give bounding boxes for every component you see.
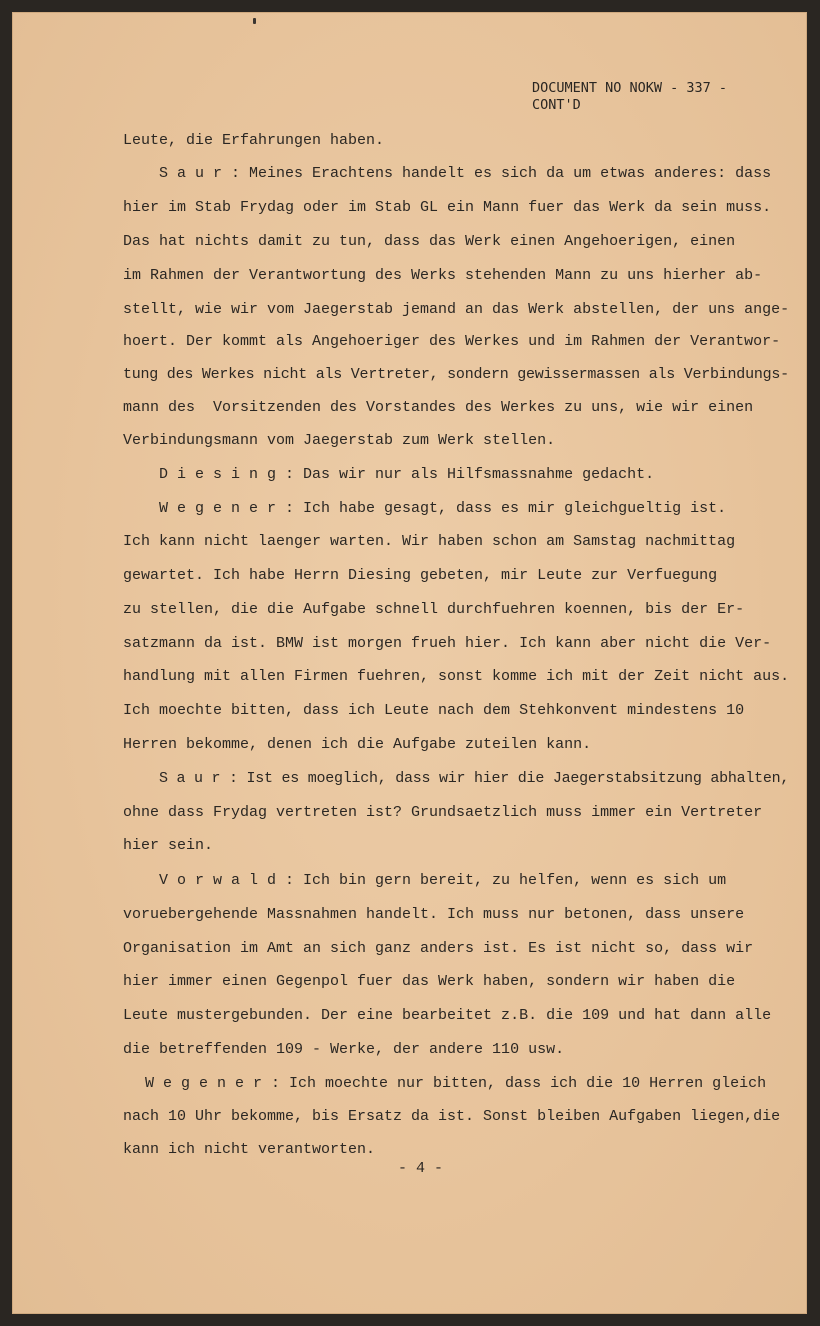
text-line: satzmann da ist. BMW ist morgen frueh hier. Ich kann aber nicht die Ver-: [123, 635, 772, 652]
text-line: tung des Werkes nicht als Vertreter, sondern gewissermassen als Verbindungs-: [123, 366, 789, 383]
text-line: Leute mustergebunden. Der eine bearbeitet z.B. die 109 und hat dann alle: [123, 1007, 772, 1024]
text-line: kann ich nicht verantworten.: [123, 1141, 376, 1158]
text-line: voruebergehende Massnahmen handelt. Ich muss nur betonen, dass unsere: [123, 906, 745, 923]
text-line: nach 10 Uhr bekomme, bis Ersatz da ist. Sonst bleiben Aufgaben liegen,die: [123, 1108, 781, 1125]
text-line: handlung mit allen Firmen fuehren, sonst komme ich mit der Zeit nicht aus.: [123, 668, 790, 685]
text-line: W e g e n e r : Ich moechte nur bitten, dass ich die 10 Herren gleich: [145, 1075, 767, 1092]
text-line: stellt, wie wir vom Jaegerstab jemand an das Werk abstellen, der uns ange-: [123, 301, 790, 318]
text-line: V o r w a l d : Ich bin gern bereit, zu helfen, wenn es sich um: [159, 872, 727, 889]
text-line: hier immer einen Gegenpol fuer das Werk haben, sondern wir haben die: [123, 973, 736, 990]
text-line: D i e s i n g : Das wir nur als Hilfsmassnahme gedacht.: [159, 466, 655, 483]
text-line: ohne dass Frydag vertreten ist? Grundsaetzlich muss immer ein Vertreter: [123, 804, 763, 821]
document-number-line-1: DOCUMENT NO NOKW - 337 -: [532, 80, 728, 96]
text-line: Das hat nichts damit zu tun, dass das Werk einen Angehoerigen, einen: [123, 233, 736, 250]
text-line: Ich kann nicht laenger warten. Wir haben schon am Samstag nachmittag: [123, 533, 736, 550]
text-line: im Rahmen der Verantwortung des Werks stehenden Mann zu uns hierher ab-: [123, 267, 763, 284]
text-line: die betreffenden 109 - Werke, der andere 110 usw.: [123, 1041, 565, 1058]
text-line: W e g e n e r : Ich habe gesagt, dass es mir gleichgueltig ist.: [159, 500, 727, 517]
text-line: Organisation im Amt an sich ganz anders ist. Es ist nicht so, dass wir: [123, 940, 754, 957]
text-line: S a u r : Ist es moeglich, dass wir hier die Jaegerstabsitzung abhalten,: [159, 770, 790, 787]
text-line: S a u r : Meines Erachtens handelt es sich da um etwas anderes: dass: [159, 165, 772, 182]
paper-mark: [253, 18, 256, 24]
text-line: hier sein.: [123, 837, 214, 854]
text-line: gewartet. Ich habe Herrn Diesing gebeten, mir Leute zur Verfuegung: [123, 567, 718, 584]
document-page: [12, 12, 807, 1314]
text-line: hoert. Der kommt als Angehoeriger des Werkes und im Rahmen der Verantwor-: [123, 333, 781, 350]
document-number-line-2: CONT'D: [532, 97, 581, 113]
text-line: hier im Stab Frydag oder im Stab GL ein Mann fuer das Werk da sein muss.: [123, 199, 772, 216]
text-line: zu stellen, die die Aufgabe schnell durchfuehren koennen, bis der Er-: [123, 601, 745, 618]
text-line: mann des Vorsitzenden des Vorstandes des Werkes zu uns, wie wir einen: [123, 399, 754, 416]
text-line: Verbindungsmann vom Jaegerstab zum Werk stellen.: [123, 432, 556, 449]
text-line: Leute, die Erfahrungen haben.: [123, 132, 385, 149]
document-number: [532, 80, 727, 114]
text-line: Ich moechte bitten, dass ich Leute nach dem Stehkonvent mindestens 10: [123, 702, 745, 719]
text-line: Herren bekomme, denen ich die Aufgabe zuteilen kann.: [123, 736, 592, 753]
page-number: - 4 -: [398, 1160, 444, 1177]
